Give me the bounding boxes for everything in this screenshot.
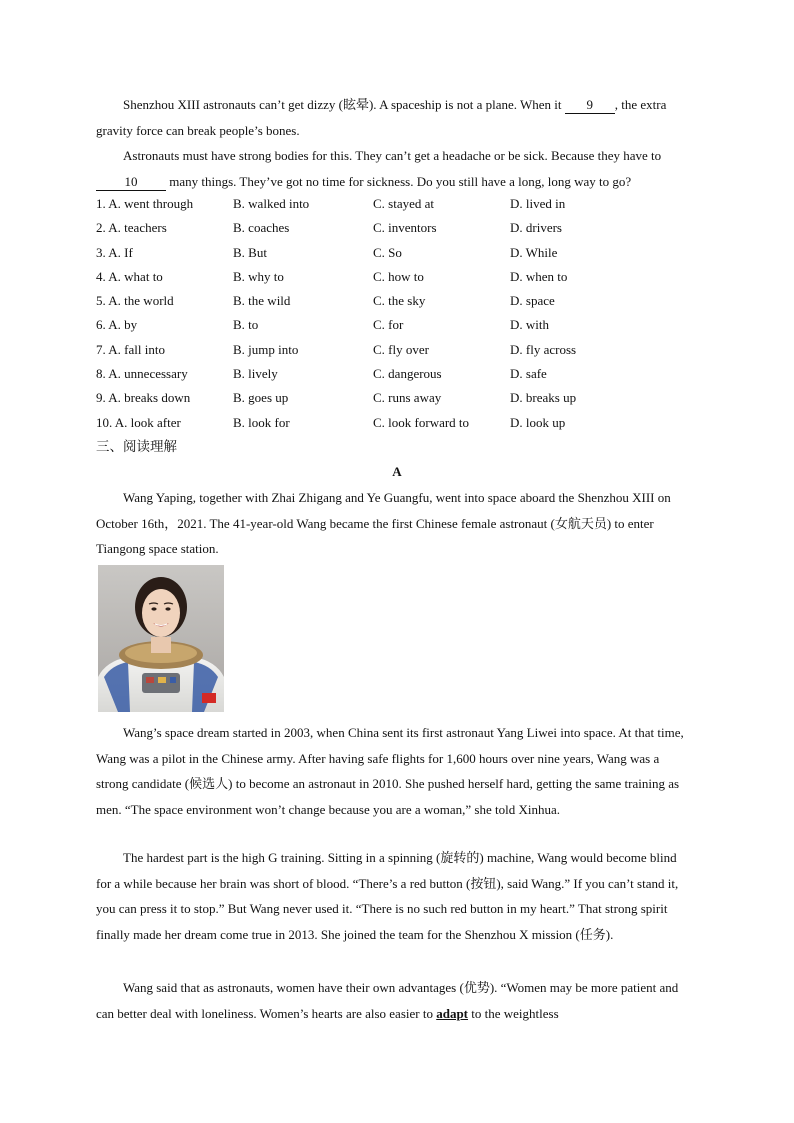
option-row [96, 265, 696, 289]
option-a: 7. A. fall into [96, 341, 165, 357]
blank-9: 9 [565, 97, 615, 114]
passage-paragraph-3: The hardest part is the high G training. Sitting in a spinning (旋转的) machine, Wang would become blind for a while because her brain was short of blood. “There’s a red button (按钮), said Wang.” If you can’t stand it, you can press it to stop.” But Wang never used it. “There is no such red button in my heart.” That strong spirit finally made her dream come true in 2013. She joined the team for the Shenzhou X mission (任务). [96, 850, 679, 942]
cloze-paragraph-1 [96, 92, 694, 143]
option-a: 3. A. If [96, 244, 133, 260]
option-b: B. lively [233, 366, 278, 382]
option-row [96, 192, 696, 216]
option-d: D. look up [510, 414, 566, 430]
passage-text: Wang said that as astronauts, women have their own advantages (优势). “Women may be more patient and can better deal with loneliness. Women’s hearts are also easier to [96, 980, 679, 1021]
section-title: 三、阅读理解 [96, 439, 177, 455]
option-d: D. While [510, 244, 558, 260]
option-row [96, 386, 696, 410]
option-row [96, 241, 696, 265]
option-row [96, 313, 696, 337]
underlined-word-adapt: adapt [436, 1005, 469, 1021]
option-a: 9. A. breaks down [96, 390, 191, 406]
option-a: 4. A. what to [96, 268, 163, 284]
cloze-text: Astronauts must have strong bodies for this. They can’t get a headache or be sick. Because they have to [123, 148, 662, 163]
option-b: B. But [233, 244, 267, 260]
option-row [96, 411, 696, 435]
option-c: C. stayed at [373, 196, 435, 211]
passage-label: A [392, 464, 402, 479]
astronaut-photo [98, 565, 224, 712]
option-row [96, 338, 696, 362]
option-b: B. goes up [233, 390, 289, 406]
passage-paragraph-2: Wang’s space dream started in 2003, when China sent its first astronaut Yang Liwei into space. At that time, Wang was a pilot in the Chinese army. After having safe flights for 1,600 hours over nine years, Wang was a strong candidate (候选人) to become an astronaut in 2010. She pushed herself hard, getting the same training as men. “The space environment won’t change because you are a woman,” she told Xinhua. [96, 725, 684, 817]
blank-10: 10 [96, 174, 166, 191]
option-b: B. to [233, 317, 259, 333]
option-c: C. look forward to [373, 414, 470, 430]
answer-options [96, 192, 696, 435]
option-c: C. inventors [373, 220, 437, 236]
option-c: C. the sky [373, 293, 426, 309]
option-c: C. for [373, 317, 404, 333]
option-c: C. dangerous [373, 366, 442, 382]
option-b: B. jump into [233, 341, 299, 357]
passage-paragraph-4 [96, 975, 694, 1026]
cloze-text: many things. They’ve got no time for sickness. Do you still have a long, long way to go? [166, 173, 632, 189]
option-d: D. breaks up [510, 390, 577, 406]
cloze-text: Shenzhou XIII astronauts can’t get dizzy (眩晕). A spaceship is not a plane. When it [123, 97, 565, 112]
option-d: D. fly across [510, 341, 577, 357]
option-d: D. when to [510, 268, 568, 284]
option-row [96, 216, 696, 240]
option-d: D. space [510, 293, 555, 309]
option-d: D. with [510, 317, 549, 333]
passage-text: to the weightless [468, 1005, 559, 1021]
option-a: 2. A. teachers [96, 220, 167, 236]
passage-paragraph-1: Wang Yaping, together with Zhai Zhigang and Ye Guangfu, went into space aboard the Shenzhou XIII on October 16th，2021. The 41-year-old Wang became the first Chinese female astronaut (女航天员) to enter Tiangong space station. [96, 490, 671, 556]
option-a: 5. A. the world [96, 293, 174, 309]
option-a: 8. A. unnecessary [96, 366, 188, 382]
option-row [96, 289, 696, 313]
option-row [96, 362, 696, 386]
option-b: B. look for [233, 414, 290, 430]
astronaut-portrait-image [98, 565, 224, 712]
option-b: B. the wild [233, 293, 291, 309]
option-b: B. why to [233, 268, 284, 284]
option-d: D. safe [510, 366, 547, 382]
option-c: C. fly over [373, 341, 429, 357]
option-a: 1. A. went through [96, 196, 194, 211]
option-a: 6. A. by [96, 317, 138, 333]
option-a: 10. A. look after [96, 414, 181, 430]
option-d: D. lived in [510, 196, 566, 211]
option-c: C. runs away [373, 390, 442, 406]
cloze-text: , the extra gravity force can break people’s bones. [96, 97, 667, 138]
option-c: C. how to [373, 268, 424, 284]
option-b: B. coaches [233, 220, 290, 236]
cloze-paragraph-2 [96, 143, 694, 194]
option-b: B. walked into [233, 196, 310, 211]
option-c: C. So [373, 244, 402, 260]
option-d: D. drivers [510, 220, 562, 236]
